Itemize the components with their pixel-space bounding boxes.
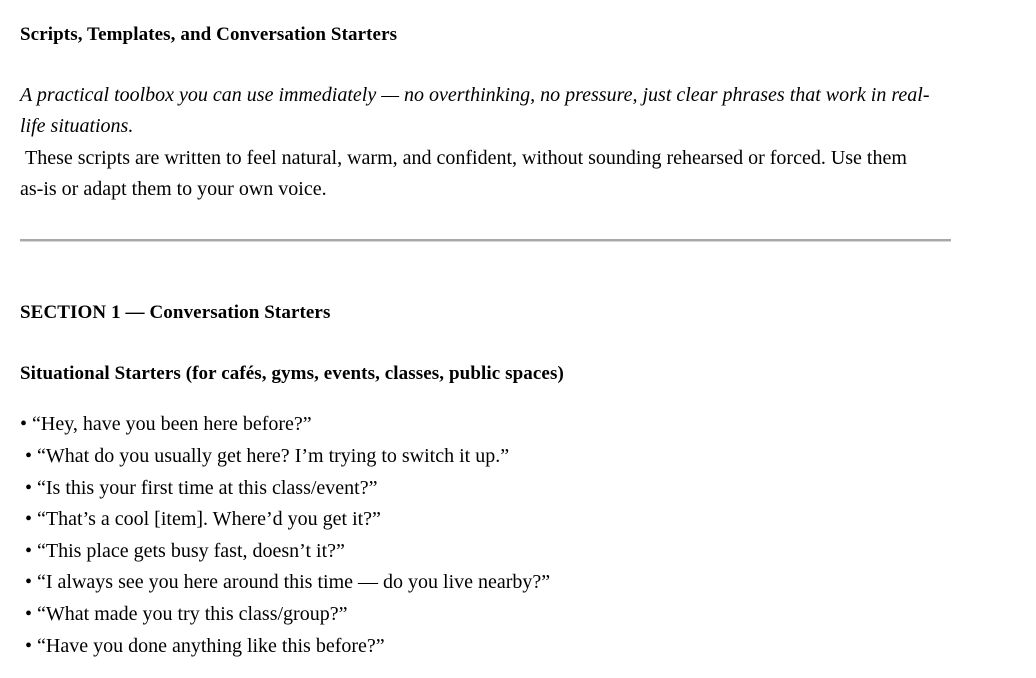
list-item: • “That’s a cool [item]. Where’d you get it?” xyxy=(20,508,381,531)
page-title: Scripts, Templates, and Conversation Starters xyxy=(20,24,398,45)
section-sub-heading: Situational Starters (for cafés, gyms, events, classes, public spaces) xyxy=(20,362,564,384)
conversation-starters-list xyxy=(20,385,1016,662)
list-item: • “Have you done anything like this before?” xyxy=(20,634,385,657)
list-item: • “Hey, have you been here before?” xyxy=(20,413,312,436)
list-item: • “This place gets busy fast, doesn’t it?” xyxy=(20,539,345,562)
intro-body-paragraph: These scripts are written to feel natural, warm, and confident, without sounding rehearsed or forced. Use them as-is or adapt them to your own voice. xyxy=(20,146,912,200)
intro-italic-paragraph: A practical toolbox you can use immediately — no overthinking, no pressure, just clear phrases that work in real-life situations. xyxy=(20,83,930,138)
list-item: • “What do you usually get here? I’m trying to switch it up.” xyxy=(20,445,510,468)
list-item: • “Is this your first time at this class/event?” xyxy=(20,476,378,499)
section-divider xyxy=(20,239,951,242)
section-heading: SECTION 1 — Conversation Starters xyxy=(20,301,331,323)
list-item: • “I always see you here around this time — do you live nearby?” xyxy=(20,571,551,594)
list-item: • “What made you try this class/group?” xyxy=(20,603,348,625)
